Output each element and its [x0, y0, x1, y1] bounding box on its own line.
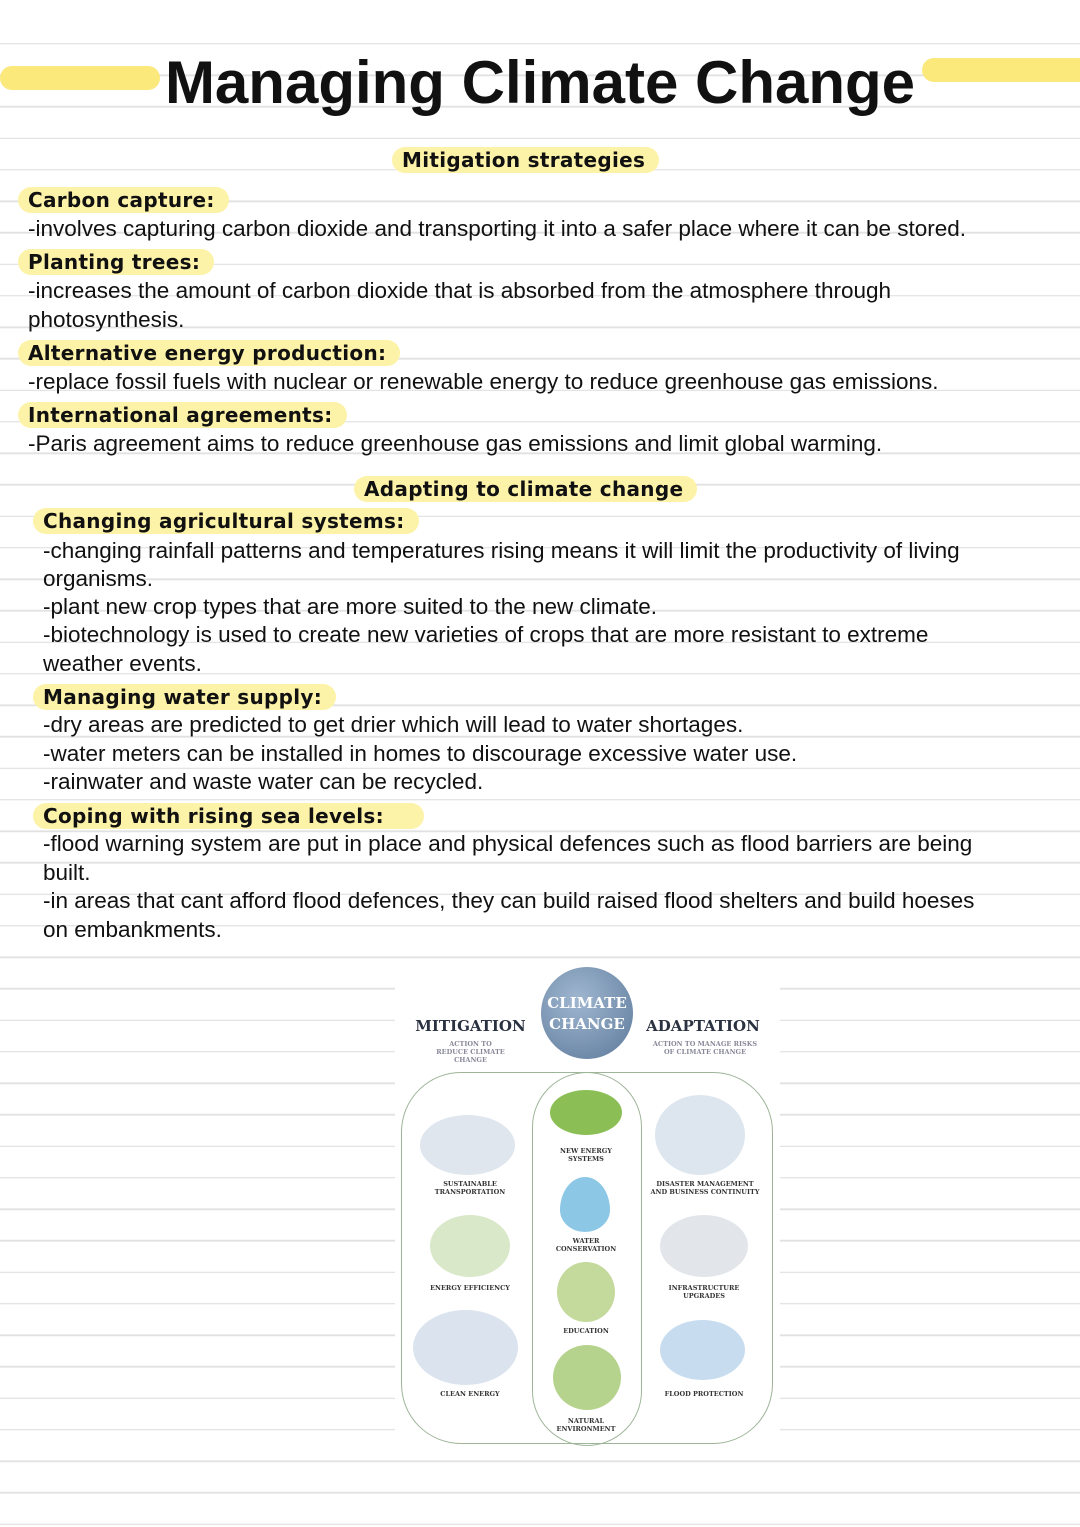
text-line: weather events. [43, 651, 202, 676]
caption: FLOOD PROTECTION [664, 1390, 744, 1398]
international-agreements-label: International agreements: [18, 402, 347, 428]
caption: EDUCATION [563, 1327, 609, 1335]
infrastructure-icon [660, 1215, 748, 1277]
text-line: organisms. [43, 566, 154, 591]
text-line: -in areas that cant afford flood defences, they can build raised flood shelters and build hoeses [43, 888, 975, 913]
mitigation-heading: Mitigation strategies [392, 147, 659, 173]
text-line: -Paris agreement aims to reduce greenhouse gas emissions and limit global warming. [28, 431, 883, 456]
clean-energy-icon [413, 1310, 518, 1385]
carbon-capture-label: Carbon capture: [18, 187, 229, 213]
climate-change-infographic [395, 965, 780, 1450]
caption: NEW ENERGY SYSTEMS [560, 1147, 612, 1163]
text-line: -replace fossil fuels with nuclear or renewable energy to reduce greenhouse gas emissions. [28, 369, 939, 394]
text-line: -increases the amount of carbon dioxide that is absorbed from the atmosphere through [28, 278, 891, 303]
education-icon [557, 1262, 615, 1322]
mitigation-title: MITIGATION [415, 1017, 526, 1035]
adaptation-subtitle: ACTION TO MANAGE RISKS OF CLIMATE CHANGE [652, 1040, 758, 1056]
text-line: -biotechnology is used to create new varieties of crops that are more resistant to extreme [43, 622, 929, 647]
caption: DISASTER MANAGEMENT AND BUSINESS CONTINUITY [650, 1180, 760, 1196]
new-energy-icon [550, 1090, 622, 1135]
center-title: CLIMATE CHANGE [547, 994, 627, 1033]
agricultural-label: Changing agricultural systems: [33, 508, 419, 534]
adaptation-heading: Adapting to climate change [354, 476, 697, 502]
energy-efficiency-icon [430, 1215, 510, 1277]
text-line: -changing rainfall patterns and temperatures rising means it will limit the productivity of living [43, 538, 960, 563]
caption: NATURAL ENVIRONMENT [556, 1417, 616, 1433]
text-line: -water meters can be installed in homes to discourage excessive water use. [43, 741, 798, 766]
text-line: -flood warning system are put in place and physical defences such as flood barriers are being [43, 831, 973, 856]
flood-protection-icon [660, 1320, 745, 1380]
text-line: photosynthesis. [28, 307, 185, 332]
alternative-energy-label: Alternative energy production: [18, 340, 400, 366]
text-line: built. [43, 860, 91, 885]
caption: CLEAN ENERGY [440, 1390, 500, 1398]
caption: ENERGY EFFICIENCY [430, 1284, 510, 1292]
disaster-management-icon [655, 1095, 745, 1175]
caption: INFRASTRUCTURE UPGRADES [668, 1284, 740, 1300]
electric-car-icon [420, 1115, 515, 1175]
text-line: -rainwater and waste water can be recycled. [43, 769, 484, 794]
text-line: -involves capturing carbon dioxide and transporting it into a safer place where it can be stored. [28, 216, 967, 241]
water-supply-label: Managing water supply: [33, 684, 336, 710]
page-title: Managing Climate Change [164, 49, 916, 116]
text-line: on embankments. [43, 917, 222, 942]
tree-deer-icon [553, 1345, 621, 1410]
caption: WATER CONSERVATION [555, 1237, 617, 1253]
text-line: -plant new crop types that are more suited to the new climate. [43, 594, 658, 619]
mitigation-subtitle: ACTION TO REDUCE CLIMATE CHANGE [436, 1040, 505, 1064]
planting-trees-label: Planting trees: [18, 249, 214, 275]
text-line: -dry areas are predicted to get drier which will lead to water shortages. [43, 712, 744, 737]
caption: SUSTAINABLE TRANSPORTATION [434, 1180, 506, 1196]
sea-levels-label: Coping with rising sea levels: [33, 803, 424, 829]
adaptation-title: ADAPTATION [646, 1017, 760, 1035]
